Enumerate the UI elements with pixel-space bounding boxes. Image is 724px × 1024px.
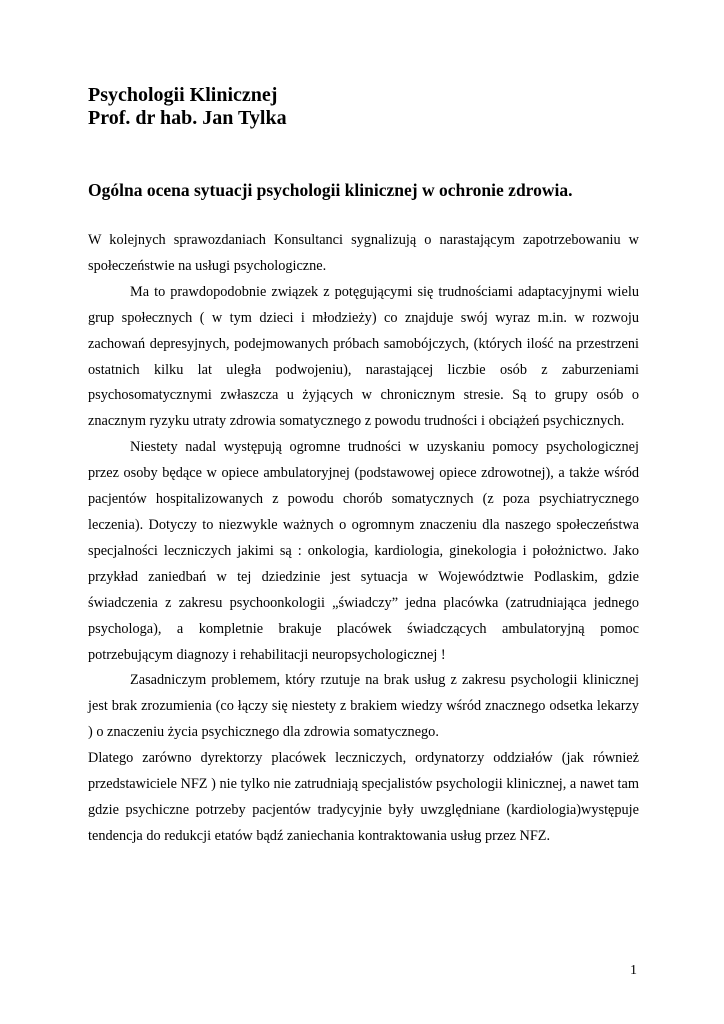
section-heading: Ogólna ocena sytuacji psychologii klinicznej w ochronie zdrowia. — [88, 180, 573, 200]
page-number: 1 — [630, 963, 637, 978]
paragraph-4: Zasadniczym problemem, który rzutuje na brak usług z zakresu psychologii klinicznej jest brak zrozumienia (co łączy się niestety z brakiem wiedzy wśród znacznego odsetka lekarzy ) o znaczeniu życia psychicznego dla zdrowia somatycznego. — [88, 672, 639, 741]
paragraph-2: Ma to prawdopodobnie związek z potęgującymi się trudnościami adaptacyjnymi wielu grup społecznych ( w tym dzieci i młodzieży) co znajduje swój wyraz m.in. w rozwoju zachowań depresyjnych, podejmowanych próbach samobójczych, (których ilość na przestrzeni ostatnich kilku lat uległa podwojeniu), narastającej liczbie osób z zaburzeniami psychosomatycznymi zwłaszcza u żyjących w chronicznym stresie. Są to grupy osób o znacznym ryzyku utraty zdrowia somatycznego z powodu trudności i obciążeń psychicznych. — [88, 283, 639, 430]
document-page — [88, 84, 639, 844]
paragraph-5: Dlatego zarówno dyrektorzy placówek leczniczych, ordynatorzy oddziałów (jak również przedstawiciele NFZ ) nie tylko nie zatrudniają specjalistów psychologii klinicznej, a nawet tam gdzie psychiczne potrzeby pacjentów tradycyjnie były uwzględniane (kardiologia)występuje tendencja do redukcji etatów bądź zaniechania kontraktowania usług przez NFZ. — [88, 750, 639, 844]
paragraph-1: W kolejnych sprawozdaniach Konsultanci sygnalizują o narastającym zapotrzebowaniu w społeczeństwie na usługi psychologiczne. — [88, 232, 639, 274]
document-title — [88, 84, 639, 130]
title-line-2: Prof. dr hab. Jan Tylka — [88, 107, 287, 129]
title-line-1: Psychologii Klinicznej — [88, 84, 278, 106]
paragraph-3: Niestety nadal występują ogromne trudności w uzyskaniu pomocy psychologicznej przez osoby będące w opiece ambulatoryjnej (podstawowej opiece zdrowotnej), a także wśród pacjentów hospitalizowanych z powodu chorób somatycznych (z poza psychiatrycznego leczenia). Dotyczy to niezwykle ważnych o ogromnym znaczeniu dla naszego społeczeństwa specjalności leczniczych jakimi są : onkologia, kardiologia, ginekologia i położnictwo. Jako przykład zaniedbań w tej dziedzinie jest sytuacja w Województwie Podlaskim, gdzie świadczenia z zakresu psychoonkologii „świadczy” jedna placówka (zatrudniająca jednego psychologa), a kompletnie brakuje placówek świadczących ambulatoryjną pomoc potrzebującym diagnozy i rehabilitacji neuropsychologicznej ! — [88, 439, 639, 663]
document-body — [88, 228, 639, 850]
